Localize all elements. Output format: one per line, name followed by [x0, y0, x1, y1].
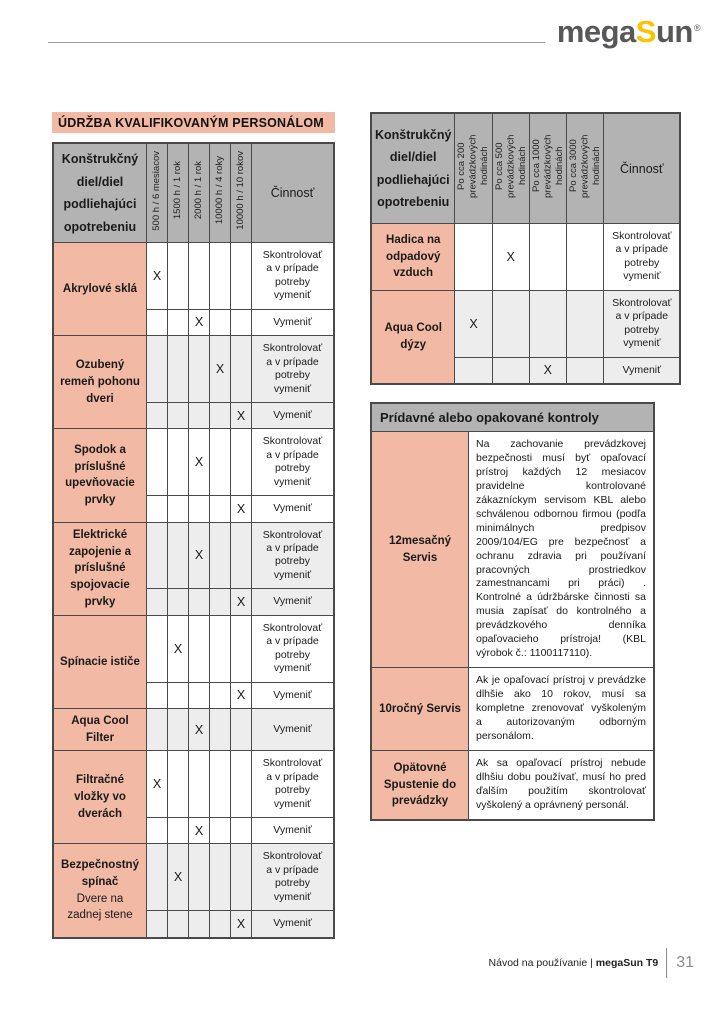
interval-mark-cell: [566, 290, 603, 357]
interval-mark-cell: X: [189, 429, 210, 496]
interval-mark-cell: [210, 844, 231, 911]
interval-mark-cell: X: [231, 682, 252, 708]
interval-mark-cell: [189, 844, 210, 911]
interval-mark-cell: X: [147, 751, 168, 818]
action-cell: Skontrolovať a v prípade potreby vymeniť: [252, 844, 335, 911]
interval-mark-cell: [231, 522, 252, 589]
interval-mark-cell: [168, 682, 189, 708]
footer-text: [489, 957, 659, 969]
interval-header-cell: [168, 143, 189, 243]
component-label-cell: [53, 243, 147, 336]
interval-header-label: 1500 h / 1 rok: [172, 161, 184, 220]
component-label-cell: [53, 522, 147, 615]
maintenance-row: [371, 224, 680, 291]
interval-mark-cell: [231, 615, 252, 682]
interval-mark-cell: [210, 589, 231, 615]
interval-mark-cell: [168, 589, 189, 615]
component-label-cell: [53, 751, 147, 844]
checks-label-cell: Opätovné Spustenie do prevádzky: [371, 750, 469, 819]
component-label: Akrylové sklá: [62, 282, 138, 295]
logo-text-suffix: un: [655, 14, 693, 49]
component-label: Spínacie ističe: [60, 655, 140, 668]
component-label-cell: [53, 615, 147, 708]
interval-mark-cell: X: [189, 708, 210, 750]
action-cell: Vymeniť: [252, 309, 335, 335]
action-cell: Vymeniť: [252, 402, 335, 428]
interval-mark-cell: [168, 751, 189, 818]
interval-mark-cell: [455, 224, 492, 291]
interval-mark-cell: [147, 818, 168, 844]
table-header-row: [371, 113, 680, 224]
interval-header-cell: [189, 143, 210, 243]
interval-mark-cell: [210, 911, 231, 938]
action-cell: Vymeniť: [252, 589, 335, 615]
component-header-cell: Konštrukčný diel/diel podliehajúci opotrebeniu: [371, 113, 455, 224]
interval-mark-cell: [566, 357, 603, 384]
interval-mark-cell: [231, 336, 252, 403]
interval-header-label: Po cca 1000 prevádzkových hodinách: [530, 134, 565, 198]
checks-text-cell: Ak sa opaľovací prístroj nebude dlhšiu dobu používať, musí ho pred ďalším použitím skontrolovať vyškolený a oprávnený personál.: [469, 750, 655, 819]
component-label-cell: [53, 336, 147, 429]
interval-mark-cell: [231, 309, 252, 335]
component-label: Hadica na odpadový vzduch: [386, 233, 441, 280]
interval-header-cell: [529, 113, 566, 224]
checks-header-row: [371, 403, 654, 432]
interval-header-cell: [231, 143, 252, 243]
interval-mark-cell: [189, 682, 210, 708]
interval-mark-cell: [147, 402, 168, 428]
maintenance-row: [53, 615, 334, 682]
maintenance-row: [53, 429, 334, 496]
maintenance-row: [53, 751, 334, 818]
interval-mark-cell: [189, 589, 210, 615]
megasun-logo: [557, 14, 700, 50]
footer-divider: [666, 948, 667, 978]
interval-header-label: 2000 h / 1 rok: [193, 161, 205, 220]
interval-header-cell: [147, 143, 168, 243]
interval-mark-cell: [210, 243, 231, 310]
interval-mark-cell: X: [492, 224, 529, 291]
action-cell: Vymeniť: [252, 911, 335, 938]
checks-title-cell: Prídavné alebo opakované kontroly: [371, 403, 654, 432]
component-label-cell: [53, 429, 147, 522]
interval-mark-cell: [147, 429, 168, 496]
component-header-cell: Konštrukčný diel/diel podliehajúci opotrebeniu: [53, 143, 147, 243]
interval-mark-cell: [147, 336, 168, 403]
interval-mark-cell: [231, 818, 252, 844]
interval-mark-cell: [492, 357, 529, 384]
interval-mark-cell: [231, 751, 252, 818]
logo-text-prefix: mega: [556, 14, 636, 49]
interval-mark-cell: [210, 309, 231, 335]
interval-header-cell: [566, 113, 603, 224]
interval-header-label: Po cca 500 prevádzkových hodinách: [493, 134, 528, 198]
interval-mark-cell: X: [189, 309, 210, 335]
interval-mark-cell: X: [231, 496, 252, 522]
interval-header-cell: [210, 143, 231, 243]
logo-accent-letter: S: [635, 14, 656, 49]
checks-label-cell: 10ročný Servis: [371, 668, 469, 751]
interval-mark-cell: [147, 589, 168, 615]
interval-mark-cell: [210, 429, 231, 496]
page-footer: [489, 948, 694, 978]
interval-mark-cell: [168, 309, 189, 335]
action-cell: Vymeniť: [252, 682, 335, 708]
component-sublabel: Dvere na zadnej stene: [67, 892, 133, 922]
footer-manual-label: Návod na používanie: [488, 957, 588, 969]
interval-mark-cell: [168, 402, 189, 428]
interval-mark-cell: [147, 615, 168, 682]
interval-header-label: Po cca 200 prevádzkových hodinách: [456, 134, 491, 198]
interval-header-label: 500 h / 6 mesiacov: [151, 150, 163, 231]
maintenance-section: [52, 112, 335, 939]
interval-mark-cell: X: [147, 243, 168, 310]
interval-mark-cell: X: [168, 615, 189, 682]
action-cell: Skontrolovať a v prípade potreby vymeniť: [252, 751, 335, 818]
maintenance-row: [53, 243, 334, 310]
component-label: Ozubený remeň pohonu dveri: [60, 359, 140, 405]
footer-product-name: megaSun T9: [595, 957, 659, 969]
interval-mark-cell: [231, 429, 252, 496]
interval-mark-cell: [147, 682, 168, 708]
interval-mark-cell: [529, 224, 566, 291]
component-label: Bezpečnostný spínač: [61, 859, 139, 888]
interval-mark-cell: [529, 290, 566, 357]
interval-mark-cell: [231, 243, 252, 310]
additional-checks-table: [370, 402, 655, 821]
component-label-cell: [371, 224, 455, 291]
maintenance-row: [53, 522, 334, 589]
action-cell: Skontrolovať a v prípade potreby vymeniť: [252, 615, 335, 682]
interval-mark-cell: [147, 309, 168, 335]
maintenance-row: [53, 844, 334, 911]
interval-mark-cell: [189, 615, 210, 682]
header-rule: [48, 42, 545, 43]
interval-mark-cell: [231, 708, 252, 750]
table-header-row: [53, 143, 334, 243]
component-label-cell: [53, 844, 147, 938]
interval-mark-cell: [210, 615, 231, 682]
action-cell: Skontrolovať a v prípade potreby vymeniť: [252, 336, 335, 403]
action-cell: Vymeniť: [604, 357, 681, 384]
checks-row: [371, 431, 654, 667]
section-title: ÚDRŽBA KVALIFIKOVANÝM PERSONÁLOM: [52, 112, 335, 133]
interval-mark-cell: X: [210, 336, 231, 403]
interval-mark-cell: [455, 357, 492, 384]
action-cell: Skontrolovať a v prípade potreby vymeniť: [604, 224, 681, 291]
interval-mark-cell: [210, 522, 231, 589]
interval-mark-cell: [168, 429, 189, 496]
interval-mark-cell: X: [455, 290, 492, 357]
checks-text-cell: Ak je opaľovací prístroj v prevádzke dlhšie ako 10 rokov, musí sa kompletne zrenovovať vyškoleným a autorizovaným odborným personálom.: [469, 668, 655, 751]
left-maintenance-table: [52, 142, 335, 939]
interval-mark-cell: [231, 844, 252, 911]
component-label-cell: [53, 708, 147, 750]
checks-row: [371, 668, 654, 751]
interval-mark-cell: [168, 496, 189, 522]
action-cell: Vymeniť: [252, 708, 335, 750]
interval-header-label: 10000 h / 10 rokov: [235, 151, 247, 230]
interval-mark-cell: [168, 522, 189, 589]
maintenance-row: [53, 708, 334, 750]
interval-mark-cell: [168, 911, 189, 938]
action-header-cell: Činnosť: [252, 143, 335, 243]
footer-separator: |: [590, 957, 593, 969]
interval-mark-cell: X: [231, 911, 252, 938]
checks-label-cell: 12mesačný Servis: [371, 431, 469, 667]
interval-mark-cell: X: [189, 522, 210, 589]
action-cell: Skontrolovať a v prípade potreby vymeniť: [604, 290, 681, 357]
interval-mark-cell: [147, 708, 168, 750]
interval-mark-cell: X: [168, 844, 189, 911]
interval-mark-cell: [147, 496, 168, 522]
interval-mark-cell: [147, 911, 168, 938]
secondary-section: [370, 112, 672, 821]
action-cell: Skontrolovať a v prípade potreby vymeniť: [252, 522, 335, 589]
interval-mark-cell: [492, 290, 529, 357]
interval-mark-cell: [168, 243, 189, 310]
interval-mark-cell: [168, 708, 189, 750]
interval-mark-cell: [189, 911, 210, 938]
interval-mark-cell: [210, 682, 231, 708]
interval-header-label: Po cca 3000 prevádzkových hodinách: [567, 134, 602, 198]
interval-mark-cell: [210, 751, 231, 818]
interval-mark-cell: X: [231, 402, 252, 428]
interval-mark-cell: [147, 844, 168, 911]
interval-mark-cell: [210, 818, 231, 844]
component-label-cell: [371, 290, 455, 384]
component-label: Elektrické zapojenie a príslušné spojovacie prvky: [69, 528, 131, 608]
interval-mark-cell: [189, 243, 210, 310]
interval-mark-cell: [210, 708, 231, 750]
action-header-cell: Činnosť: [604, 113, 681, 224]
interval-mark-cell: [210, 496, 231, 522]
interval-mark-cell: [189, 751, 210, 818]
interval-mark-cell: [189, 336, 210, 403]
component-label: Aqua Cool Filter: [71, 714, 129, 744]
interval-mark-cell: [189, 402, 210, 428]
action-cell: Vymeniť: [252, 496, 335, 522]
maintenance-row: [371, 290, 680, 357]
registered-mark: ®: [693, 22, 700, 33]
interval-mark-cell: [168, 818, 189, 844]
page-number: 31: [676, 954, 694, 971]
component-label: Aqua Cool dýzy: [384, 322, 442, 351]
action-cell: Skontrolovať a v prípade potreby vymeniť: [252, 429, 335, 496]
component-label: Spodok a príslušné upevňovacie prvky: [65, 444, 135, 507]
action-cell: Skontrolovať a v prípade potreby vymeniť: [252, 243, 335, 310]
interval-mark-cell: [210, 402, 231, 428]
component-label: Filtračné vložky vo dverách: [74, 774, 126, 820]
interval-mark-cell: [189, 496, 210, 522]
action-cell: Vymeniť: [252, 818, 335, 844]
interval-header-cell: [492, 113, 529, 224]
interval-mark-cell: [147, 522, 168, 589]
interval-mark-cell: X: [231, 589, 252, 615]
interval-mark-cell: [566, 224, 603, 291]
interval-header-label: 10000 h / 4 roky: [214, 156, 226, 225]
interval-mark-cell: X: [189, 818, 210, 844]
checks-text-cell: Na zachovanie prevádzkovej bezpečnosti musí byť opaľovací prístroj každých 12 mesiacov pravidelne kontrolované zákazníckym servisom KBL alebo schválenou odbornou firmou (podľa minimálnych predpisov 2009/104/EG pre bezpečnosť a ochranu zdravia pri používaní pracovných prostriedkov zamestnancami pri práci) . Kontrolné a údržbárske činnosti sa musia zapísať do kontrolného a prevádzkového denníka opaľovacieho prístroja! (KBL výrobok č.: 1100117110).: [469, 431, 655, 667]
right-maintenance-table: [370, 112, 681, 385]
interval-header-cell: [455, 113, 492, 224]
maintenance-row: [53, 336, 334, 403]
interval-mark-cell: X: [529, 357, 566, 384]
interval-mark-cell: [168, 336, 189, 403]
checks-row: [371, 750, 654, 819]
